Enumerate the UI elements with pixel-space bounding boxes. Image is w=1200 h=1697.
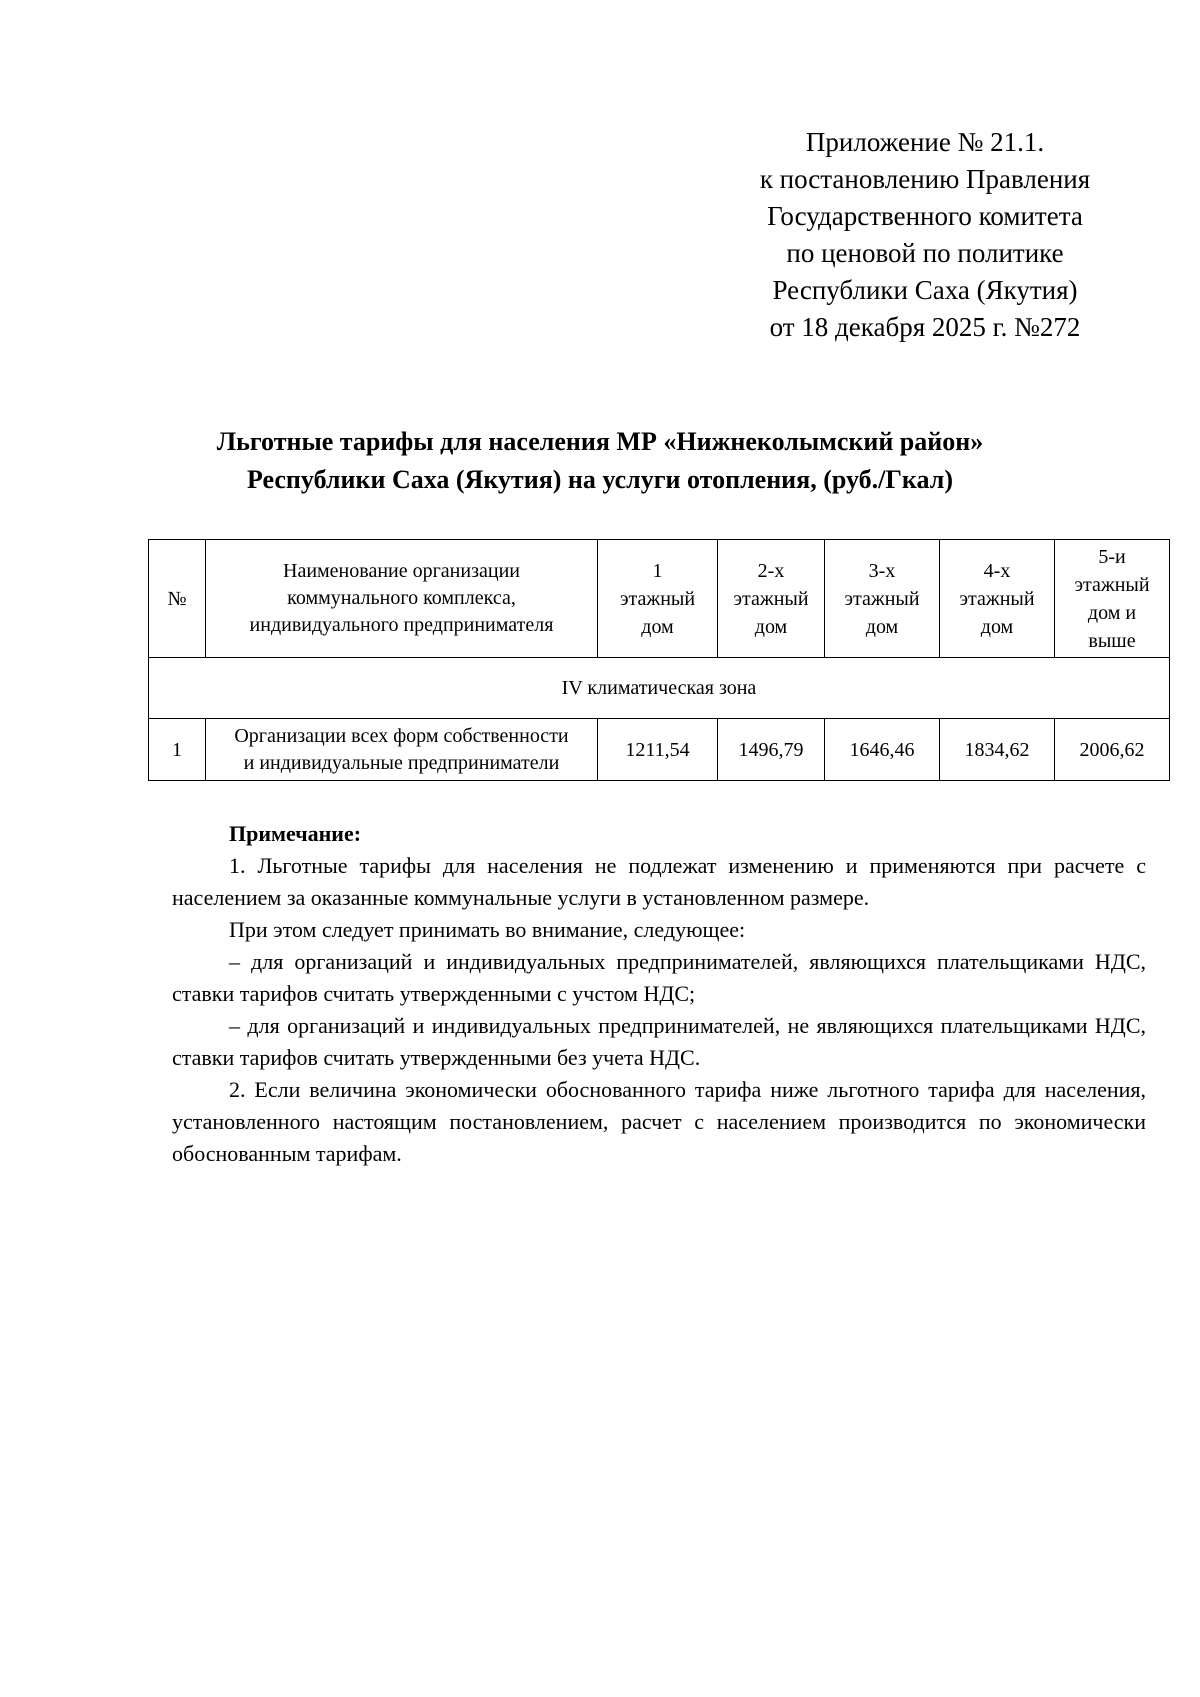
table-header-row <box>149 540 1170 658</box>
row-name-cell: Организации всех форм собственности и индивидуальные предприниматели <box>206 719 598 781</box>
row-value-2-floor: 1496,79 <box>718 719 825 781</box>
appendix-line: Республики Саха (Якутия) <box>772 275 1078 305</box>
header-floors-4: 4-х этажный дом <box>940 540 1055 658</box>
header-floors-3: 3-х этажный дом <box>825 540 940 658</box>
header-floors-2: 2-х этажный дом <box>718 540 825 658</box>
note-paragraph: 1. Льготные тарифы для населения не подлежат изменению и применяются при расчете с населением за оказанные коммунальные услуги в установленном размере. <box>172 853 1146 910</box>
appendix-line: к постановлению Правления <box>759 164 1091 194</box>
appendix-line: Приложение № 21.1. <box>805 127 1045 157</box>
row-value-5-floor: 2006,62 <box>1055 719 1170 781</box>
tariff-table <box>148 539 1170 781</box>
header-num: № <box>149 540 206 658</box>
note-paragraph: 2. Если величина экономически обоснованного тарифа ниже льготного тарифа для населения, установленного настоящим постановлением, расчет с населением производится по экономически обоснованным тарифам. <box>172 1077 1146 1166</box>
notes-title: Примечание: <box>229 821 362 846</box>
table-row <box>149 719 1170 781</box>
title-line: Республики Саха (Якутия) на услуги отопления, (руб./Гкал) <box>247 465 953 494</box>
appendix-block <box>700 124 1150 346</box>
document-title <box>130 423 1070 499</box>
row-value-4-floor: 1834,62 <box>940 719 1055 781</box>
appendix-line: Государственного комитета <box>767 201 1083 231</box>
header-floors-5: 5-и этажный дом и выше <box>1055 540 1170 658</box>
appendix-line: по ценовой по политике <box>786 238 1064 268</box>
note-paragraph: – для организаций и индивидуальных предпринимателей, являющихся плательщиками НДС, ставки тарифов считать утвержденными с учстом НДС; <box>172 949 1146 1006</box>
appendix-line: от 18 декабря 2025 г. №272 <box>769 312 1081 342</box>
title-line: Льготные тарифы для населения МР «Нижнеколымский район» <box>216 427 984 456</box>
header-floors-1: 1 этажный дом <box>598 540 718 658</box>
note-paragraph: При этом следует принимать во внимание, следующее: <box>229 917 746 942</box>
row-value-3-floor: 1646,46 <box>825 719 940 781</box>
table-zone-row <box>149 658 1170 719</box>
row-value-1-floor: 1211,54 <box>598 719 718 781</box>
header-name: Наименование организации коммунального комплекса, индивидуального предпринимателя <box>206 540 598 658</box>
notes-section <box>172 818 1146 1170</box>
note-paragraph: – для организаций и индивидуальных предпринимателей, не являющихся плательщиками НДС, ставки тарифов считать утвержденными без учета НДС. <box>172 1013 1146 1070</box>
climate-zone-cell: IV климатическая зона <box>149 658 1170 719</box>
row-num-cell: 1 <box>149 719 206 781</box>
